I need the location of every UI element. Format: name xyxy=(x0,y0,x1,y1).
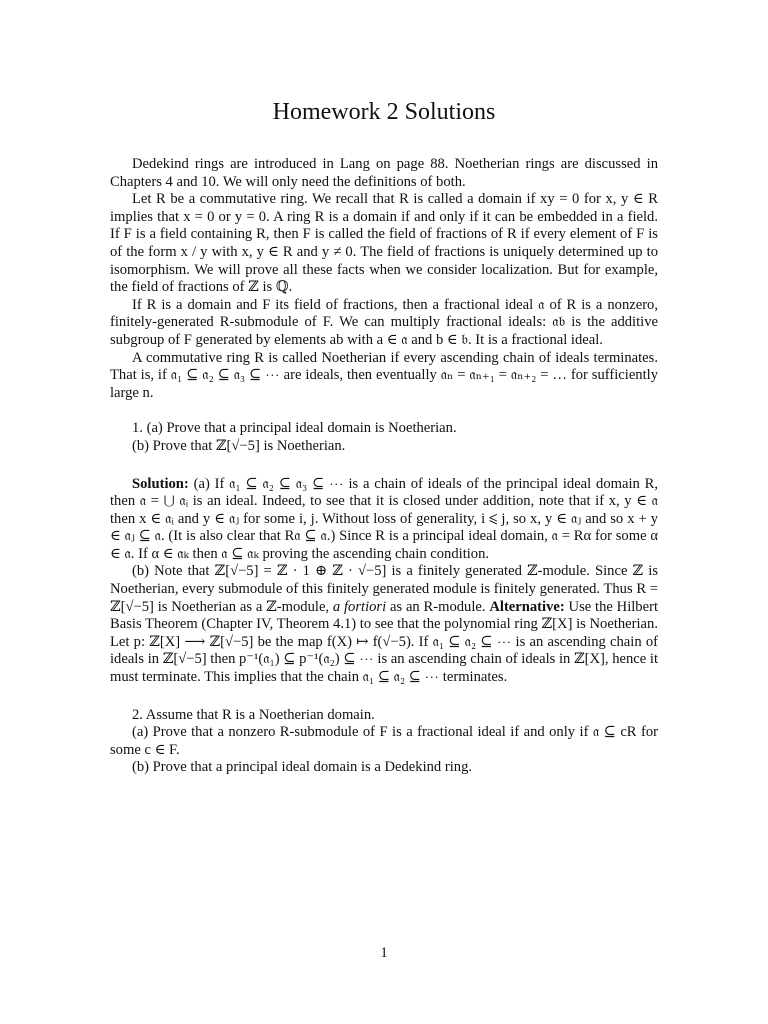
domain-definition-paragraph: Let R be a commutative ring. We recall that R is called a domain if xy = 0 for x, y ∈ R implies that x = 0 or y = 0. A ring R is a domain if and only if it can be embedded in a field. If F is a field containing R, then F is called the field of fractions of R if every element of F is of the form x / y with x, y ∈ R and y ≠ 0. The field of fractions is uniquely determined up to isomorphism. We will prove all these facts when we consider localization. But for example, the field of fractions of ℤ is ℚ. xyxy=(110,191,658,296)
problem-2-stem: 2. Assume that R is a Noetherian domain. xyxy=(132,706,375,723)
problem-1b: (b) Prove that ℤ[√−5] is Noetherian. xyxy=(132,437,346,454)
solution-1b-text-2: as an R-module. xyxy=(386,598,490,615)
problem-1a: 1. (a) Prove that a principal ideal domain is Noetherian. xyxy=(132,420,457,437)
spacer xyxy=(110,687,658,707)
spacer xyxy=(110,402,658,420)
solution-1a-text: (a) If 𝔞₁ ⊆ 𝔞₂ ⊆ 𝔞₃ ⊆ ⋯ is a chain of ideals of the principal ideal domain R, then 𝔞 = ⋃ 𝔞ᵢ is an ideal. Indeed, to see that it is closed under addition, note that if x, y ∈ 𝔞 then x ∈ 𝔞ᵢ and y ∈ 𝔞ⱼ for some i, j. Without loss of generality, i ⩽ j, so x, y ∈ 𝔞ⱼ and so x + y ∈ 𝔞ⱼ ⊆ 𝔞. (It is also clear that R𝔞 ⊆ 𝔞.) Since R is a principal ideal domain, 𝔞 = Rα for some α ∈ 𝔞. If α ∈ 𝔞ₖ then 𝔞 ⊆ 𝔞ₖ proving the ascending chain condition. xyxy=(110,475,658,562)
document-body xyxy=(110,156,658,777)
spacer xyxy=(110,456,658,476)
fractional-ideal-paragraph: If R is a domain and F its field of fractions, then a fractional ideal 𝔞 of R is a nonzero, finitely-generated R-submodule of F. We can multiply fractional ideals: 𝔞𝔟 is the additive subgroup of F generated by elements ab with a ∈ 𝔞 and b ∈ 𝔟. It is a fractional ideal. xyxy=(110,296,658,348)
fortiori-text: a fortiori xyxy=(332,598,387,615)
page-title: Homework 2 Solutions xyxy=(272,99,496,125)
problem-2a: (a) Prove that a nonzero R-submodule of F is a fractional ideal if and only if 𝔞 ⊆ cR for some c ∈ F. xyxy=(110,724,658,758)
solution-1b xyxy=(110,563,658,686)
problem-2b: (b) Prove that a principal ideal domain is a Dedekind ring. xyxy=(132,759,473,776)
solution-1b-text-1: (b) Note that ℤ[√−5] = ℤ · 1 ⊕ ℤ · √−5] is a finitely generated ℤ-module. Since ℤ is Noetherian, every submodule of this finitely generated module is finitely generated. Thus R = ℤ[√−5] is Noetherian as a ℤ-module, xyxy=(110,563,658,615)
intro-paragraph: Dedekind rings are introduced in Lang on page 88. Noetherian rings are discussed in Chapters 4 and 10. We will only need the definitions of both. xyxy=(110,156,658,190)
solution-1a xyxy=(110,476,658,564)
alternative-label: Alternative: xyxy=(489,598,565,615)
solution-label: Solution: xyxy=(132,475,189,492)
solution-1b-text-3: Use the Hilbert Basis Theorem (Chapter IV, Theorem 4.1) to see that the polynomial ring ℤ[X] is Noetherian. Let p: ℤ[X] ⟶ ℤ[√−5] be the map f(X) ↦ f(√−5). If 𝔞₁ ⊆ 𝔞₂ ⊆ ⋯ is an ascending chain of ideals in ℤ[√−5] then p⁻¹(𝔞₁) ⊆ p⁻¹(𝔞₂) ⊆ ⋯ is an ascending chain of ideals in ℤ[X], hence it must terminate. This implies that the chain 𝔞₁ ⊆ 𝔞₂ ⊆ ⋯ terminates. xyxy=(110,598,658,686)
noetherian-definition-paragraph: A commutative ring R is called Noetherian if every ascending chain of ideals terminates. That is, if 𝔞₁ ⊆ 𝔞₂ ⊆ 𝔞₃ ⊆ ⋯ are ideals, then eventually 𝔞ₙ = 𝔞ₙ₊₁ = 𝔞ₙ₊₂ = … for sufficiently large n. xyxy=(110,349,658,401)
page-number: 1 xyxy=(380,945,388,961)
